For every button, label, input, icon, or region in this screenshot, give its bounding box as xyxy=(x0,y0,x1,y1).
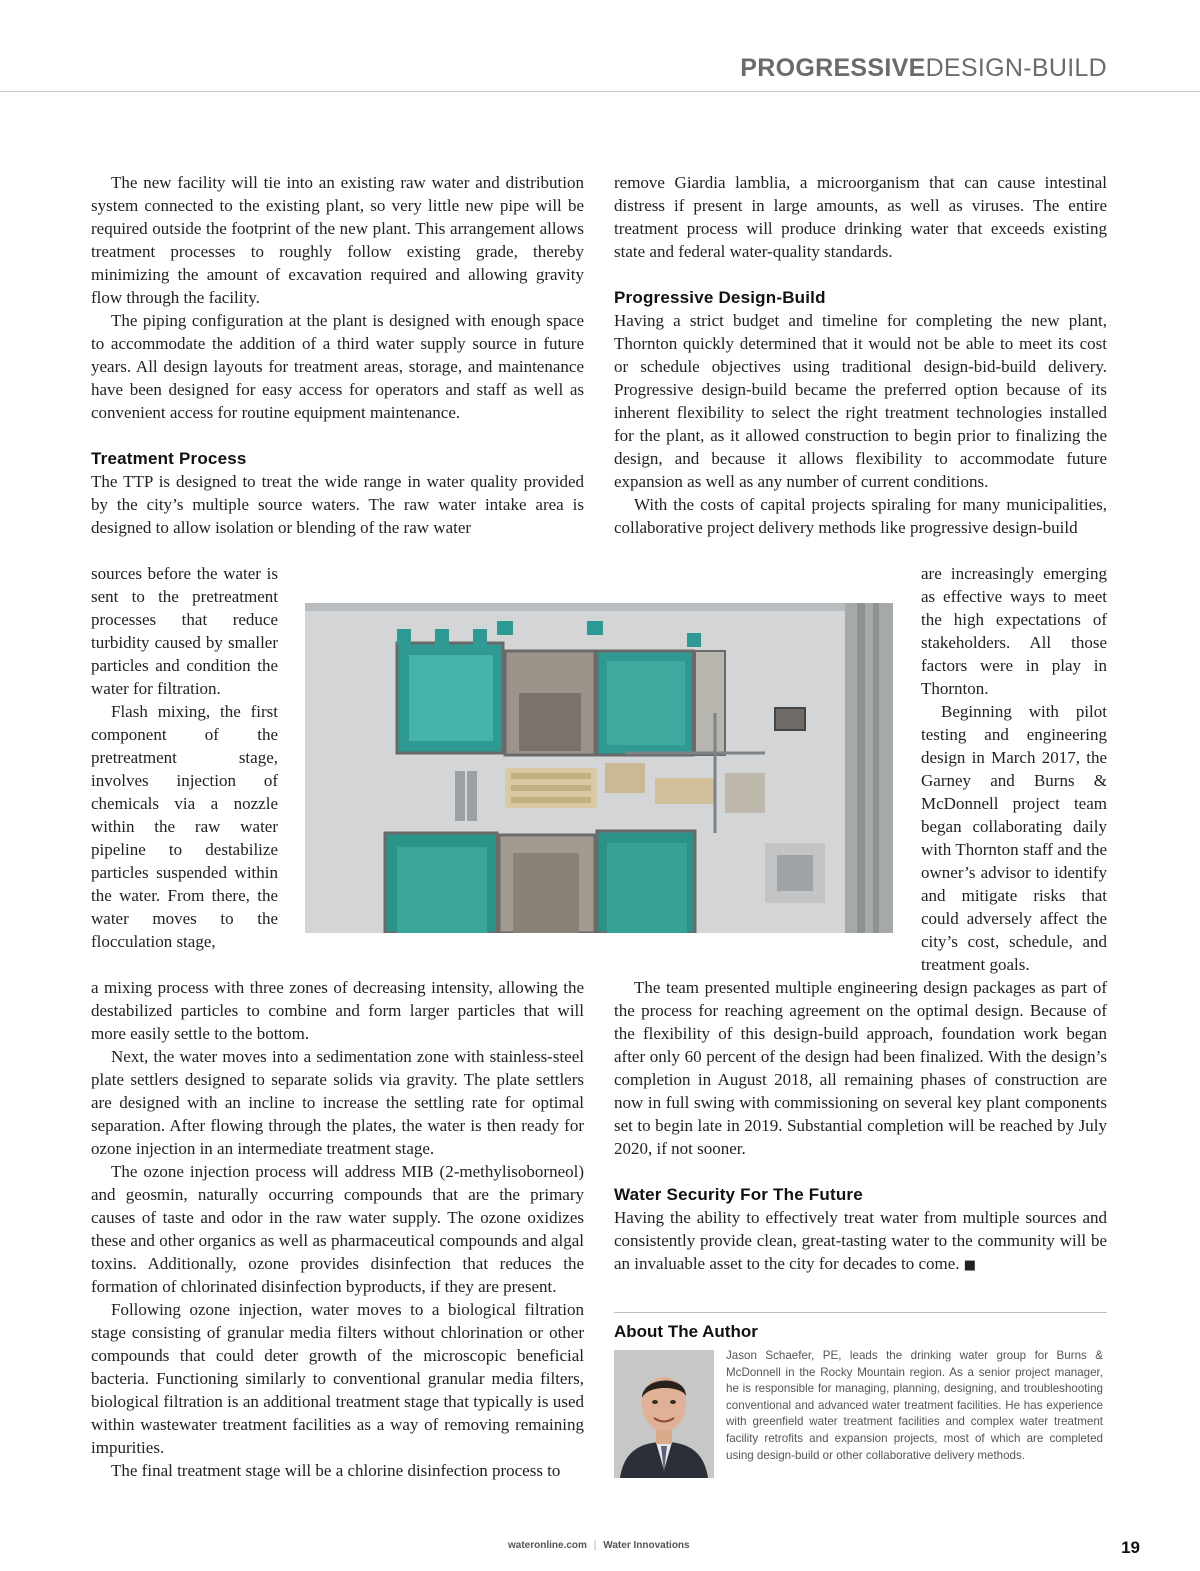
footer-publication: Water Innovations xyxy=(603,1540,690,1551)
left-paragraph-1: The new facility will tie into an existing raw water and distribution system connected to the existing plant, so very little new pipe will be required outside the footprint of the new plant. This arrangement allows treatment processes to roughly follow existing grade, thereby minimizing the amount of excavation required and allowing gravity flow through the facility. xyxy=(91,173,584,307)
left-paragraph-4: Flash mixing, the first component of the pretreatment stage, involves injection of chemicals via a nozzle within the raw water pipeline to destabilize particles suspended within the water. From there, the water moves to the flocculation stage, xyxy=(91,702,278,951)
left-column-top xyxy=(91,171,584,539)
author-portrait xyxy=(614,1350,714,1478)
end-mark-icon: ■ xyxy=(963,1258,977,1273)
author-rule xyxy=(614,1312,1107,1313)
right-paragraph-4: Beginning with pilot testing and engineering design in March 2017, the Garney and Burns & McDonnell project team began collaborating daily with Thornton staff and the owner’s advisor to identify and mitigate risks that could adversely affect the city’s cost, schedule, and treatment goals. xyxy=(921,702,1107,974)
footer xyxy=(508,1540,690,1551)
footer-separator: ❘ xyxy=(590,1540,600,1551)
left-paragraph-3: The TTP is designed to treat the wide range in water quality provided by the city’s multiple source waters. The raw water intake area is designed to allow isolation or blending of the raw water xyxy=(91,472,584,537)
left-paragraph-6: The ozone injection process will address MIB (2-methylisoborneol) and geosmin, naturally occurring compounds that are the primary causes of taste and odor in the raw water supply. The ozone oxidizes these and other organics as well as pharmaceutical compounds and algal toxins. Additionally, ozone provides disinfection that reduces the formation of chlorinated disinfection byproducts, if they are present. xyxy=(91,1162,584,1296)
left-paragraph-8: The final treatment stage will be a chlorine disinfection process to xyxy=(111,1461,561,1480)
page-number: 19 xyxy=(1121,1538,1140,1557)
left-column-bottom xyxy=(91,976,584,1482)
about-author-heading: About The Author xyxy=(614,1322,758,1341)
heading-water-security: Water Security For The Future xyxy=(614,1185,863,1204)
left-paragraph-2: The piping configuration at the plant is designed with enough space to accommodate the addition of a third water supply source in future years. All design layouts for treatment areas, storage, and maintenance have been designed for easy access for operators and staff as well as convenient access for routine equipment maintenance. xyxy=(91,311,584,422)
right-column-bottom xyxy=(614,976,1107,1277)
heading-treatment-process: Treatment Process xyxy=(91,449,247,468)
right-paragraph-2: Having a strict budget and timeline for completing the new plant, Thornton quickly determined that it would not be able to meet its cost or schedule objectives using traditional design-bid-build delivery. Progressive design-build became the preferred option because of its inherent flexibility to select the right treatment technologies installed for the plant, as it allowed construction to begin prior to finalizing the design, and because it allows flexibility to accommodate future expansion as well as any number of current conditions. xyxy=(614,311,1107,491)
header-title-end: BUILD xyxy=(1031,54,1107,82)
left-paragraph-5: Next, the water moves into a sedimentation zone with stainless-steel plate settlers designed to separate solids via gravity. The plate settlers are designed with an incline to increase the settling rate for optimal separation. After flowing through the plates, the water is then ready for ozone injection in an intermediate treatment stage. xyxy=(91,1047,584,1158)
right-paragraph-5: The team presented multiple engineering design packages as part of the process for reaching agreement on the optimal design. Because of the flexibility of this design-build approach, foundation work began after only 60 percent of the design had been finalized. With the design’s completion in August 2018, all remaining phases of construction are now in full swing with commissioning on several key plant components set to begin late in 2019. Substantial completion will be reached by July 2020, if not sooner. xyxy=(614,978,1107,1158)
plant-aerial-illustration xyxy=(305,603,893,933)
header-title-regular: DESIGN xyxy=(925,54,1024,82)
plant-aerial-photo xyxy=(305,603,893,933)
right-paragraph-3: With the costs of capital projects spiraling for many municipalities, collaborative project delivery methods like progressive design-build xyxy=(614,495,1107,537)
header-rule xyxy=(0,91,1200,92)
heading-progressive-design-build: Progressive Design-Build xyxy=(614,288,826,307)
left-paragraph-4b: a mixing process with three zones of decreasing intensity, allowing the destabilized particles to combine and form larger particles that will more easily settle to the bottom. xyxy=(91,978,584,1043)
author-portrait-illustration xyxy=(614,1350,714,1478)
left-paragraph-3b: sources before the water is sent to the pretreatment processes that reduce turbidity caused by smaller particles and condition the water for filtration. xyxy=(91,564,278,698)
footer-site: wateronline.com xyxy=(508,1540,587,1551)
header-title-bold: PROGRESSIVE xyxy=(740,54,926,82)
right-paragraph-1: remove Giardia lamblia, a microorganism that can cause intestinal distress if present in large amounts, as well as viruses. The entire treatment process will produce drinking water that exceeds existing state and federal water-quality standards. xyxy=(614,173,1107,261)
right-column-top xyxy=(614,171,1107,539)
right-column-narrow xyxy=(921,562,1107,976)
header-title-hyphen: - xyxy=(1023,54,1032,82)
left-column-narrow xyxy=(91,562,278,953)
left-paragraph-7: Following ozone injection, water moves to a biological filtration stage consisting of granular media filters without chlorination or other compounds that could deter growth of the microscopic beneficial bacteria. Functioning similarly to conventional granular media filters, biological filtration is an additional treatment stage that typically is used within wastewater treatment facilities as a way of removing remaining impurities. xyxy=(91,1300,584,1457)
running-header xyxy=(740,54,1107,83)
author-bio: Jason Schaefer, PE, leads the drinking water group for Burns & McDonnell in the Rocky Mountain region. As a senior project manager, he is responsible for managing, planning, designing, and troubleshooting conventional and advanced water treatment facilities. He has experience with greenfield water treatment facilities and complex water treatment facility retrofits and expansion projects, most of which are completed using design-build or other collaborative delivery methods. xyxy=(726,1349,1103,1462)
right-paragraph-3b: are increasingly emerging as effective ways to meet the high expectations of stakeholders. All those factors were in play in Thornton. xyxy=(921,564,1107,698)
right-paragraph-6-text: Having the ability to effectively treat water from multiple sources and consistently provide clean, great-tasting water to the community will be an invaluable asset to the city for decades to come. xyxy=(614,1208,1107,1273)
right-paragraph-6 xyxy=(614,1206,1107,1277)
